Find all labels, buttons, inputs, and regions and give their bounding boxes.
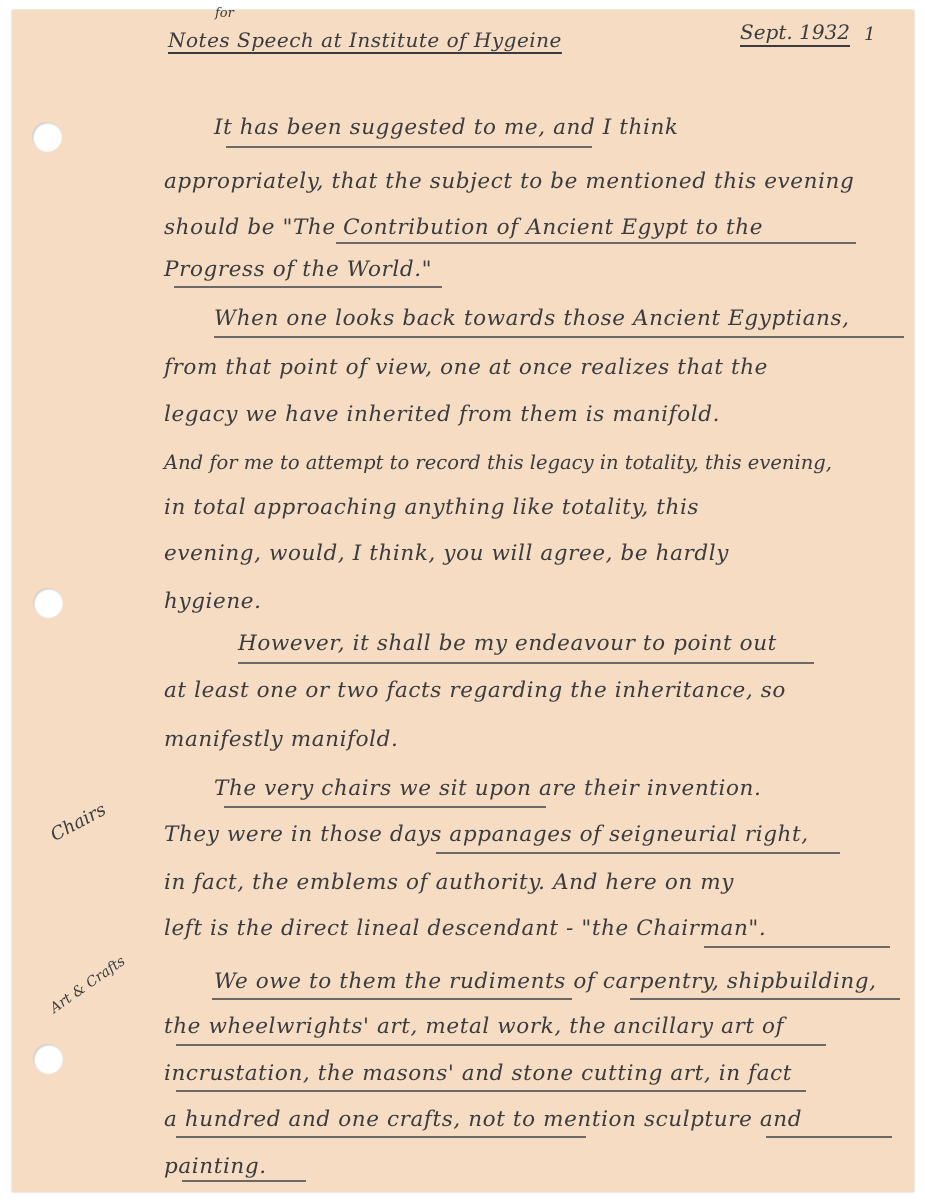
text-line: And for me to attempt to record this legacy in totality, this evening, bbox=[164, 451, 832, 474]
text-line: When one looks back towards those Ancient Egyptians, bbox=[214, 306, 850, 331]
text-line: at least one or two facts regarding the inheritance, so bbox=[164, 678, 786, 703]
text-line: painting. bbox=[164, 1154, 267, 1179]
ink-underline bbox=[226, 146, 592, 148]
text-line: the wheelwrights' art, metal work, the ancillary art of bbox=[164, 1014, 785, 1039]
ink-underline bbox=[704, 946, 890, 948]
text-line: manifestly manifold. bbox=[164, 727, 399, 752]
punch-hole bbox=[33, 588, 63, 618]
text-line: should be "The Contribution of Ancient Egypt to the bbox=[164, 215, 764, 240]
page-number: 1 bbox=[864, 24, 876, 45]
text-line: It has been suggested to me, and I think bbox=[214, 115, 679, 140]
text-line: appropriately, that the subject to be mentioned this evening bbox=[164, 169, 855, 194]
ink-underline bbox=[174, 286, 442, 288]
ink-underline bbox=[176, 1090, 806, 1092]
ink-underline bbox=[214, 336, 904, 338]
text-line: We owe to them the rudiments of carpentry, shipbuilding, bbox=[214, 969, 877, 994]
text-line: left is the direct lineal descendant - "the Chairman". bbox=[164, 916, 767, 941]
text-line: They were in those days appanages of seigneurial right, bbox=[164, 822, 809, 847]
ink-underline bbox=[176, 1136, 586, 1138]
ink-underline bbox=[336, 242, 856, 244]
text-line: incrustation, the masons' and stone cutting art, in fact bbox=[164, 1061, 792, 1086]
margin-note-arts-crafts: Art & Crafts bbox=[47, 953, 129, 1017]
punch-hole bbox=[32, 122, 62, 152]
ink-underline bbox=[176, 1044, 826, 1046]
punch-hole bbox=[33, 1044, 63, 1074]
ink-underline bbox=[630, 998, 900, 1000]
ink-underline bbox=[436, 852, 840, 854]
text-line: hygiene. bbox=[164, 589, 262, 614]
ink-underline bbox=[238, 662, 814, 664]
text-line: in total approaching anything like totality, this bbox=[164, 495, 700, 520]
header-insertion: for bbox=[215, 6, 234, 21]
text-line: in fact, the emblems of authority. And here on my bbox=[164, 870, 734, 895]
text-line: evening, would, I think, you will agree, be hardly bbox=[164, 541, 729, 566]
ink-underline bbox=[224, 806, 546, 808]
text-line: from that point of view, one at once realizes that the bbox=[164, 355, 768, 380]
ink-underline bbox=[182, 1180, 306, 1182]
text-line: Progress of the World." bbox=[164, 257, 433, 282]
page-title: Notes Speech at Institute of Hygeine bbox=[168, 28, 562, 52]
text-line: legacy we have inherited from them is manifold. bbox=[164, 402, 721, 427]
ink-underline bbox=[212, 998, 572, 1000]
margin-note-chairs: Chairs bbox=[47, 799, 110, 846]
text-line: However, it shall be my endeavour to point out bbox=[238, 631, 777, 656]
text-line: a hundred and one crafts, not to mention sculpture and bbox=[164, 1107, 803, 1132]
ink-underline bbox=[766, 1136, 892, 1138]
date: Sept. 1932 bbox=[740, 20, 850, 44]
text-line: The very chairs we sit upon are their invention. bbox=[214, 776, 762, 801]
